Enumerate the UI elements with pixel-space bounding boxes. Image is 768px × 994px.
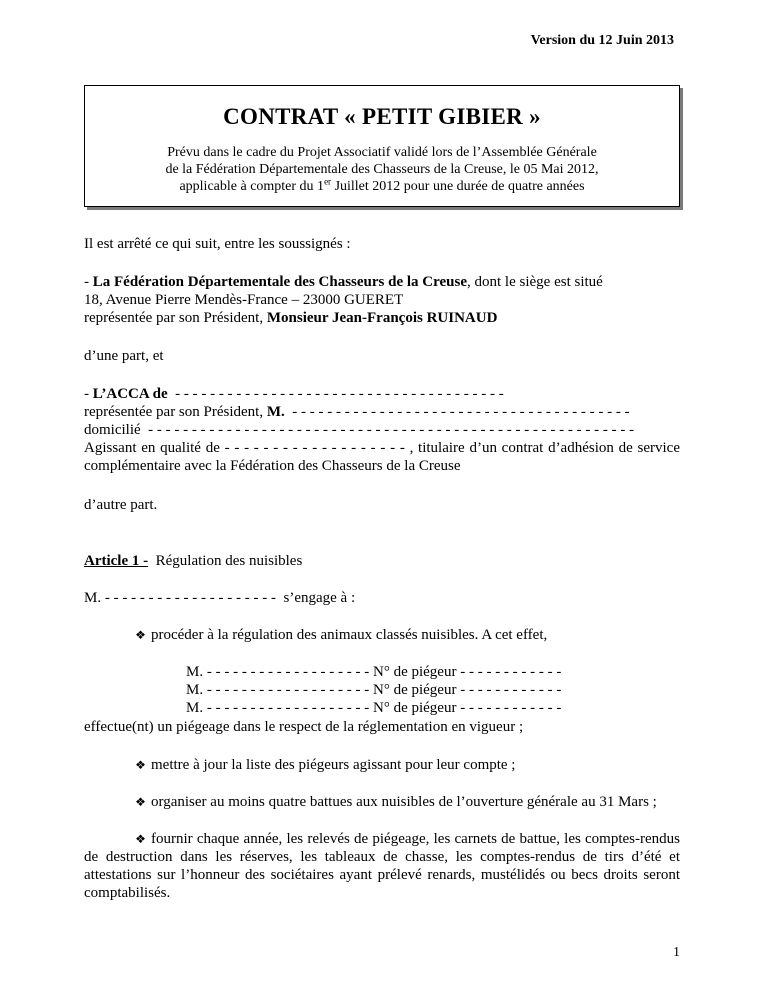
article-1-title: Régulation des nuisibles	[148, 553, 303, 569]
bullet-3	[134, 793, 680, 811]
trapper-line-1: M. - - - - - - - - - - - - - - - - - - - N° de piégeur - - - - - - - - - - - -	[186, 664, 562, 680]
article-1-engage: M. - - - - - - - - - - - - - - - - - - - - s’engage à :	[84, 590, 356, 606]
title-box	[84, 85, 680, 207]
diamond-bullet-icon: ❖	[135, 795, 146, 809]
party-2	[84, 385, 680, 475]
diamond-bullet-icon: ❖	[135, 628, 146, 642]
subtitle-line-2: de la Fédération Départementale des Chasseurs de la Creuse, le 05 Mai 2012,	[165, 162, 599, 177]
acca-blank: - - - - - - - - - - - - - - - - - - - - - - - - - - - - - - - - - - - - - -	[167, 386, 504, 402]
version-date: Version du 12 Juin 2013	[530, 33, 674, 48]
bullet-1-text: procéder à la régulation des animaux classés nuisibles. A cet effet,	[151, 627, 548, 643]
subtitle-line-3a: applicable à compter du 1	[179, 179, 325, 194]
contract-title: CONTRAT « PETIT GIBIER »	[223, 104, 541, 129]
federation-address: 18, Avenue Pierre Mendès-France – 23000 GUERET	[84, 292, 404, 308]
party-2-representative	[84, 403, 680, 421]
party-1-rep-prefix: représentée par son Président,	[84, 310, 267, 326]
subtitle-superscript: er	[324, 176, 332, 187]
bullet-2	[134, 756, 680, 774]
party-1-prefix: -	[84, 274, 93, 290]
subtitle-line-3	[85, 178, 679, 195]
article-1-label: Article 1 -	[84, 553, 149, 569]
capacity-text: Agissant en qualité de - - - - - - - - - - - - - - - - - - - , titulaire d’un contrat d’adhésion de service complémentaire avec la Fédération des Chasseurs de la Creuse	[84, 440, 680, 474]
party-1-line-1	[84, 273, 680, 291]
effect-line: effectue(nt) un piégeage dans le respect de la réglementation en vigueur ;	[84, 719, 524, 735]
intro-text: Il est arrêté ce qui suit, entre les soussignés :	[84, 236, 351, 252]
party-2-rep-m: M.	[266, 404, 285, 420]
subtitle-line-1: Prévu dans le cadre du Projet Associatif validé lors de l’Assemblée Générale	[167, 145, 597, 160]
diamond-bullet-icon: ❖	[135, 758, 146, 772]
subtitle-line-3b: Juillet 2012 pour une durée de quatre années	[331, 179, 585, 194]
party-2-rep-prefix: représentée par son Président,	[84, 404, 267, 420]
party-2-rep-blank: - - - - - - - - - - - - - - - - - - - - - - - - - - - - - - - - - - - - - - -	[284, 404, 630, 420]
bullet-3-text: organiser au moins quatre battues aux nuisibles de l’ouverture générale au 31 Mars ;	[151, 794, 657, 810]
party-1-suffix: , dont le siège est situé	[467, 274, 603, 290]
article-1-heading	[84, 552, 680, 570]
bullet-4-text: fournir chaque année, les relevés de piégeage, les carnets de battue, les comptes-rendus de destruction dans les réserves, les tableaux de chasse, les comptes-rendus de tirs d’été et attestations sur l’honneur des sociétaires ayant prélevé renards, mustélidés ou becs droits seront comptabilisés.	[84, 831, 680, 901]
bullet-4	[84, 830, 680, 902]
acca-line	[84, 385, 680, 403]
bullet-2-text: mettre à jour la liste des piégeurs agissant pour leur compte ;	[151, 757, 516, 773]
party-1	[84, 273, 680, 327]
domicile-line: domicilié - - - - - - - - - - - - - - - - - - - - - - - - - - - - - - - - - - - - - - - - - - - - - - - - - - - - - - - -	[84, 422, 635, 438]
federation-president: Monsieur Jean-François RUINAUD	[266, 310, 498, 326]
page-number: 1	[673, 945, 680, 960]
bullet-1	[134, 626, 680, 644]
trapper-line-2: M. - - - - - - - - - - - - - - - - - - - N° de piégeur - - - - - - - - - - - -	[186, 682, 562, 698]
trapper-line-3: M. - - - - - - - - - - - - - - - - - - - N° de piégeur - - - - - - - - - - - -	[186, 700, 562, 716]
part-2-end: d’autre part.	[84, 497, 158, 513]
trapper-list	[186, 663, 680, 717]
party-2-prefix: -	[84, 386, 93, 402]
acca-label: L’ACCA de	[92, 386, 168, 402]
part-1-end: d’une part, et	[84, 348, 164, 364]
federation-name: La Fédération Départementale des Chasseurs de la Creuse	[92, 274, 468, 290]
diamond-bullet-icon: ❖	[135, 832, 146, 846]
title-subtitle	[85, 144, 679, 195]
party-1-representative	[84, 309, 680, 327]
